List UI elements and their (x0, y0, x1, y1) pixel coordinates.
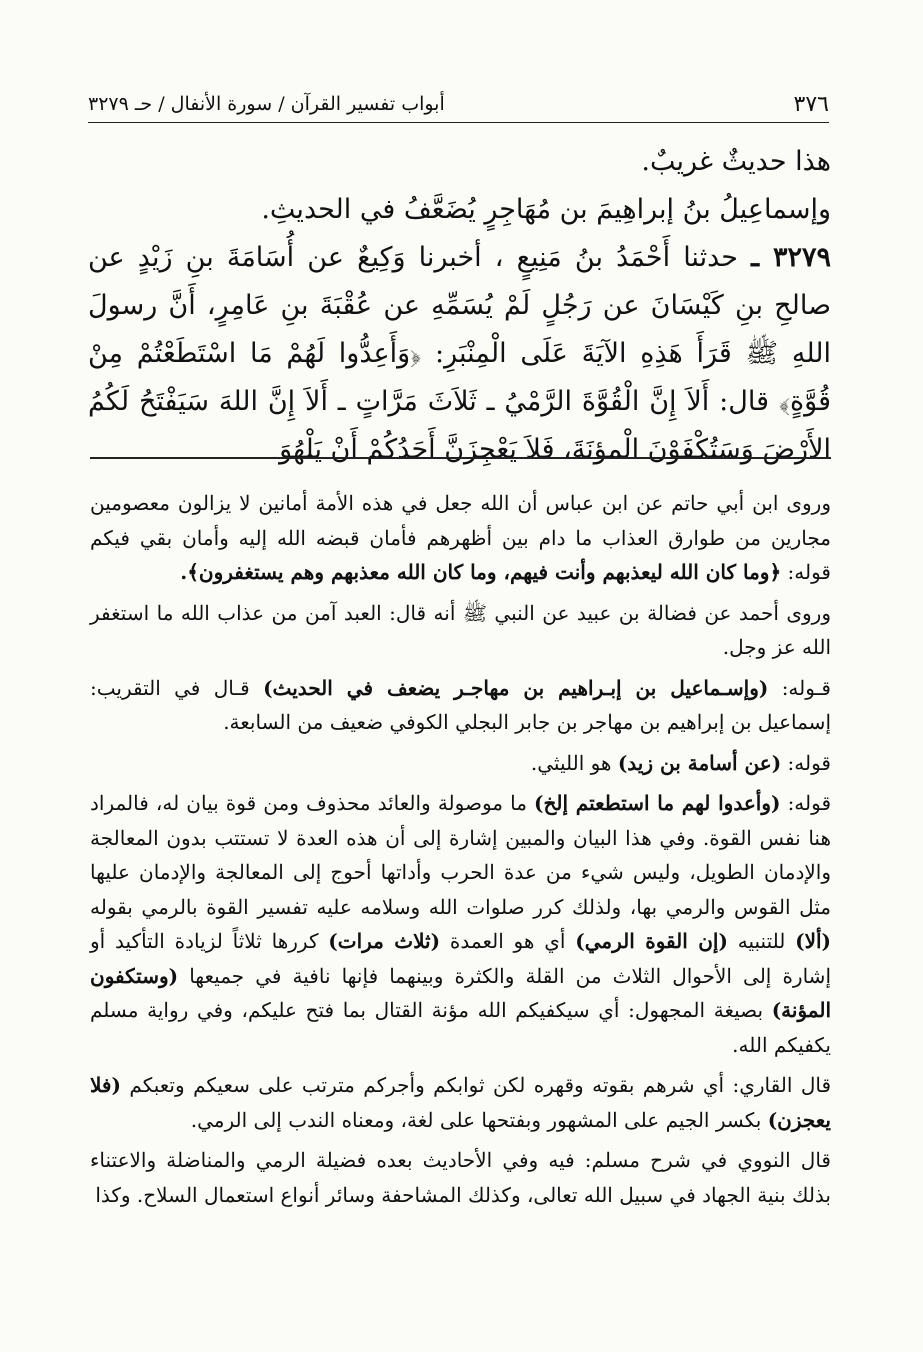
commentary-text: وروى ابن أبي حاتم عن ابن عباس أن الله جعل في هذه الأمة أمانين لا يزالون معصومين مجارين من طوارق العذاب ما دام بين أظهرهم فأمان قبضه الله إليه وأمان بقي فيكم قوله: (90, 491, 831, 584)
hadith-grade-line: هذا حديثٌ غريبٌ. (641, 146, 831, 177)
commentary-text: كررها ثلاثاً لزيادة التأكيد أو إشارة إلى الأحوال الثلاث من القلة والكثرة وبينهما فإنها نافية في جميعها (90, 929, 831, 988)
narrator-note-line: وإسماعِيلُ بنُ إبراهِيمَ بن مُهَاجِرٍ يُضَعَّفُ في الحديثِ. (261, 194, 831, 225)
commentary-paragraph-7 (90, 1143, 831, 1212)
hadith-paragraph (88, 234, 831, 474)
commentary-text: أي هو العمدة (449, 929, 566, 953)
footnote-separator (90, 457, 831, 459)
commentary-text: بكسر الجيم على المشهور وبفتحها على لغة، ومعناه الندب إلى الرمي. (190, 1107, 762, 1132)
commentary-text: قال النووي في شرح مسلم: فيه وفي الأحاديث بعده فضيلة الرمي والمناضلة والاعتناء بذلك بنية الجهاد في سبيل الله تعالى، وكذلك المشاحفة وسائر أنواع استعمال السلاح. وكذا (90, 1148, 831, 1207)
hadith-number: ٣٢٧٩ ـ (751, 242, 831, 273)
commentary-text: ما موصولة والعائد محذوف ومن قوة بيان له، فالمراد هنا نفس القوة. وفي هذا البيان والمبين إشارة إلى أن هذه العدة لا تستتب بدون المعالجة والإدمان الطويل، وليس شيء من عدة الحرب وأداتها أحوج إلى المعالجة والإدمان عليها مثل القوس والرمي بها، ولذلك كرر صلوات الله وسلامه عليه تفسير القوة بالرمي بقوله (90, 791, 831, 919)
commentary-lead: قوله: (787, 791, 832, 815)
commentary-bold-phrase: (عن أسامة بن زيد) (617, 750, 782, 775)
commentary-text: هو الليثي. (530, 750, 612, 775)
commentary-paragraph-2 (90, 596, 831, 665)
commentary-paragraph-5 (90, 786, 831, 1062)
hadith-section (88, 138, 831, 474)
commentary-paragraph-3 (90, 671, 831, 740)
commentary-paragraph-4 (90, 746, 831, 781)
running-header (88, 86, 829, 123)
commentary-text: بصيغة المجهول: أي سيكفيكم الله مؤنة القتال بما فتح عليكم، وفي رواية مسلم يكفيكم الله. (90, 998, 831, 1057)
commentary-bold-phrase: (وستكفون المؤنة) (90, 963, 831, 1022)
commentary-bold-phrase: (ثلاث مرات) (328, 929, 441, 953)
commentary-paragraph-1 (90, 486, 831, 590)
page-number: ٣٧٦ (793, 91, 829, 117)
commentary-text: قـال في التقريب: إسماعيل بن إبراهيم بن مهاجر بن جابر البجلي الكوفي ضعيف من السابعة. (90, 675, 831, 734)
quran-quote: ﴿وما كان الله ليعذبهم وأنت فيهم، وما كان الله معذبهم وهم يستغفرون﴾. (180, 560, 782, 584)
commentary-text: وروى أحمد عن فضالة بن عبيد عن النبي ﷺ أنه قال: العبد آمن من عذاب الله ما استغفر الله عز وجل. (90, 600, 831, 659)
commentary-bold-phrase: (وإسـماعيل بن إبـراهيم بن مهاجـر يضعف في الحديث) (263, 675, 769, 700)
commentary-bold-phrase: (وأعدوا لهم ما استطعتم إلخ) (534, 791, 781, 815)
commentary-text: قال القاري: أي شرهم بقوته وقهره لكن ثوابكم وأجركم مترتب على سعيكم وتعبكم (129, 1073, 832, 1097)
running-title: أبواب تفسير القرآن / سورة الأنفال / حـ ٣٢٧٩ (88, 93, 445, 115)
commentary-lead: قـوله: (781, 675, 831, 700)
commentary-bold-phrase: (إن القوة الرمي) (575, 929, 728, 953)
commentary-bold-phrase: (ألا) (795, 929, 832, 953)
commentary-text: للتنبيه (737, 929, 786, 953)
hadith-text: حدثنا أَحْمَدُ بنُ مَنِيعٍ ، أخبرنا وَكِيعٌ عن أُسَامَةَ بنِ زَيْدٍ عن صالحِ بنِ كَيْسَانَ عن رَجُلٍ لَمْ يُسَمِّهِ عن عُقْبَةَ بنِ عَامِرٍ، أَنَّ رسولَ اللهِ ﷺ قَرَأَ هَذِهِ الآيَةَ عَلَى الْمِنْبَرِ: ﴿وَأَعِدُّوا لَهُمْ مَا اسْتَطَعْتُمْ مِنْ قُوَّةٍ﴾ قال: أَلاَ إِنَّ الْقُوَّةَ الرَّمْيُ ـ ثَلاَثَ مَرَّاتٍ ـ أَلاَ إِنَّ اللهَ سَيَفْتَحُ لَكُمُ الأَرْضَ وَسَتُكْفَوْنَ الْمؤنَةَ، فَلاَ يَعْجِزَنَّ أَحَدُكُمْ أَنْ يَلْهُوَ (88, 242, 831, 465)
commentary-bold-phrase: (فلا يعجزن) (90, 1073, 831, 1132)
commentary-section (90, 486, 831, 1218)
commentary-paragraph-6 (90, 1068, 831, 1137)
commentary-lead: قوله: (787, 750, 831, 775)
